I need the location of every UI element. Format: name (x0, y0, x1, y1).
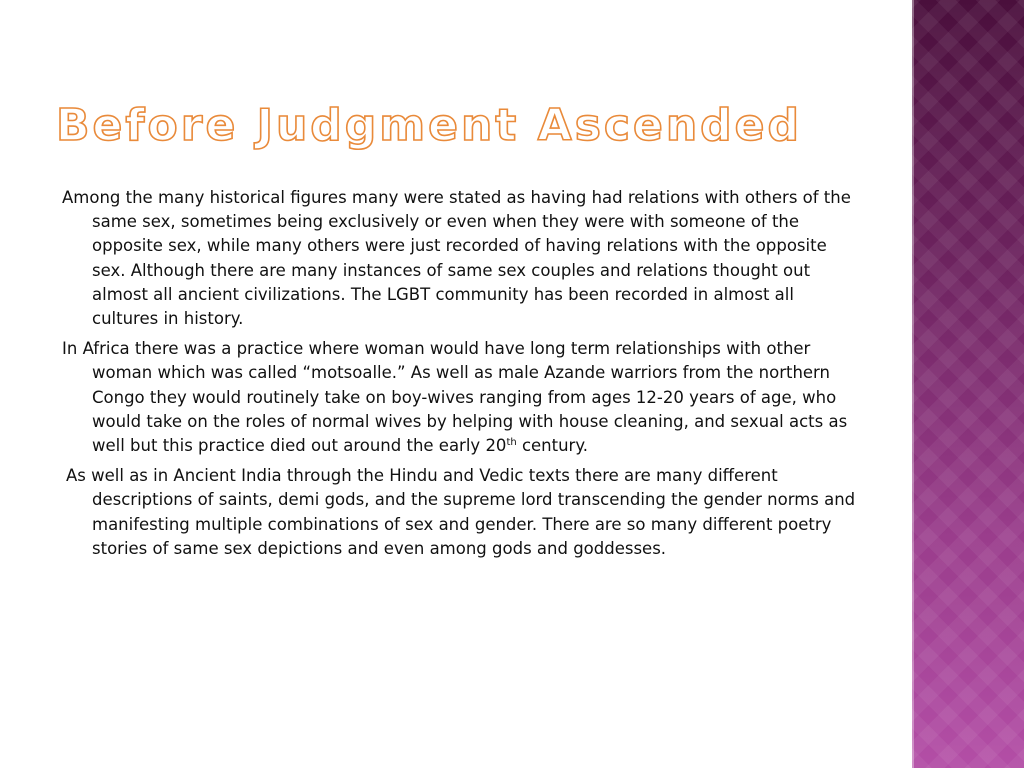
superscript-th: th (506, 437, 517, 449)
paragraph-africa-end: century. (516, 436, 588, 456)
slide-body (62, 186, 862, 567)
paragraph-historical-figures: Among the many historical figures many were stated as having had relations with others of the same sex, sometimes being exclusively or even when they were with someone of the opposite sex, while many others were just recorded of having relations with the opposite sex. Although there are many instances of same sex couples and relations thought out almost all ancient civilizations. The LGBT community has been recorded in almost all cultures in history. (62, 188, 851, 329)
paragraph-ancient-india: As well as in Ancient India through the Hindu and Vedic texts there are many different descriptions of saints, demi gods, and the supreme lord transcending the gender norms and manifesting multiple combinations of sex and gender. There are so many different poetry stories of same sex depictions and even among gods and goddesses. (66, 466, 856, 558)
paragraph-africa (62, 337, 862, 458)
side-band-edge (912, 0, 914, 768)
slide-title: Before Judgment Ascended (56, 100, 802, 151)
decorative-side-band (912, 0, 1024, 768)
paragraph-africa-text: In Africa there was a practice where woman would have long term relationships with other woman which was called “motsoalle.” As well as male Azande warriors from the northern Congo they would routinely take on boy-wives ranging from ages 12-20 years of age, who would take on the roles of normal wives by helping with house cleaning, and sexual acts as well but this practice died out around the early 20 (62, 339, 848, 456)
